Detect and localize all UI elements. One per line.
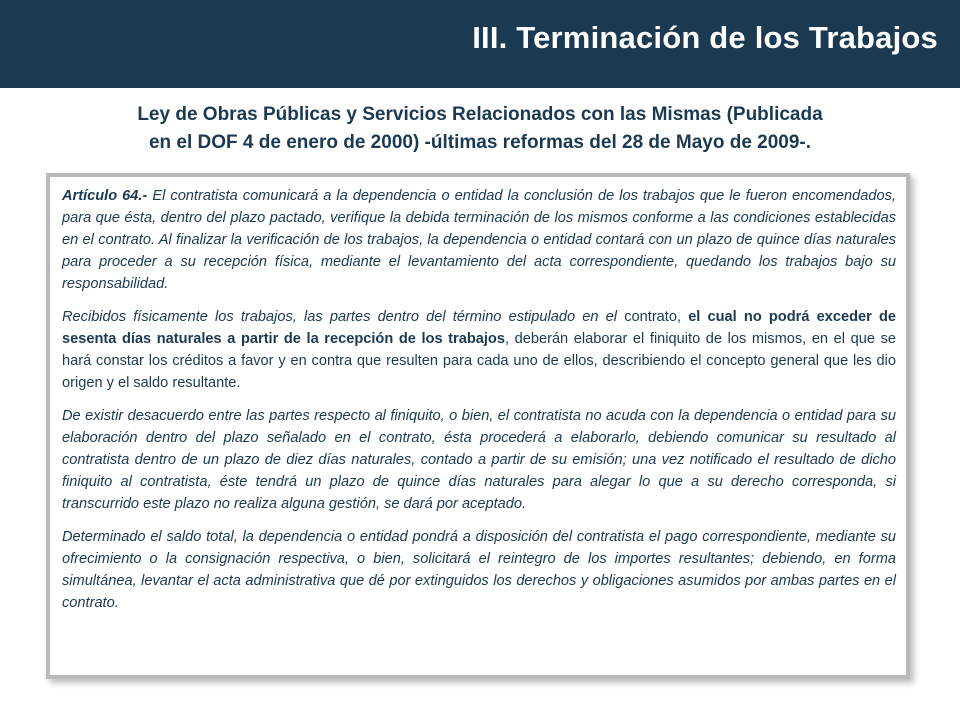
article-paragraph-2	[62, 306, 896, 394]
article-paragraph-1-text: El contratista comunicará a la dependencia o entidad la conclusión de los trabajos que le fueron encomendados, para que ésta, dentro del plazo pactado, verifique la debida terminación de los mismos conforme a las condiciones establecidas en el contrato. Al finalizar la verificación de los trabajos, la dependencia o entidad contará con un plazo de quince días naturales para proceder a su recepción física, mediante el levantamiento del acta correspondiente, quedando los trabajos bajo su responsabilidad.	[62, 188, 896, 292]
law-subtitle	[40, 101, 920, 157]
article-paragraph-2-text-b: contrato,	[617, 309, 689, 325]
article-paragraph-2-text-c: , deberán elaborar el finiquito de los mismos, en el que se hará constar los créditos a favor y en contra que resulten para cada uno de ellos, describiendo el concepto general que les dio origen y el saldo resultante.	[62, 331, 896, 391]
article-paragraph-1	[62, 185, 896, 295]
article-paragraph-2-text-a: Recibidos físicamente los trabajos, las partes dentro del término estipulado en el	[62, 309, 618, 325]
article-label: Artículo 64.-	[62, 188, 148, 204]
article-paragraph-4: Determinado el saldo total, la dependencia o entidad pondrá a disposición del contratista el pago correspondiente, mediante su ofrecimiento o la consignación respectiva, o bien, solicitará el reintegro de los importes resultantes; debiendo, en forma simultánea, levantar el acta administrativa que dé por extinguidos los derechos y obligaciones asumidos por ambas partes en el contrato.	[62, 529, 896, 611]
subtitle-line-1: Ley de Obras Públicas y Servicios Relacionados con las Mismas (Publicada	[137, 104, 823, 125]
article-paragraph-3: De existir desacuerdo entre las partes respecto al finiquito, o bien, el contratista no acuda con la dependencia o entidad para su elaboración dentro del plazo señalado en el contrato, ésta procederá a elaborarlo, debiendo comunicar su resultado al contratista dentro de un plazo de diez días naturales, contado a partir de su emisión; una vez notificado el resultado de dicho finiquito al contratista, éste tendrá un plazo de quince días naturales para alegar lo que a su derecho corresponda, si transcurrido este plazo no realiza alguna gestión, se dará por aceptado.	[62, 408, 896, 512]
page-title: III. Terminación de los Trabajos	[472, 20, 938, 55]
subtitle-line-2: en el DOF 4 de enero de 2000) -últimas reformas del 28 de Mayo de 2009-.	[148, 132, 812, 153]
header-bar	[0, 0, 960, 88]
article-paragraph-2-emphasis: el cual no podrá exceder de sesenta días naturales a partir de la recepción de los trabajos	[62, 309, 896, 347]
article-text-box	[46, 173, 910, 679]
